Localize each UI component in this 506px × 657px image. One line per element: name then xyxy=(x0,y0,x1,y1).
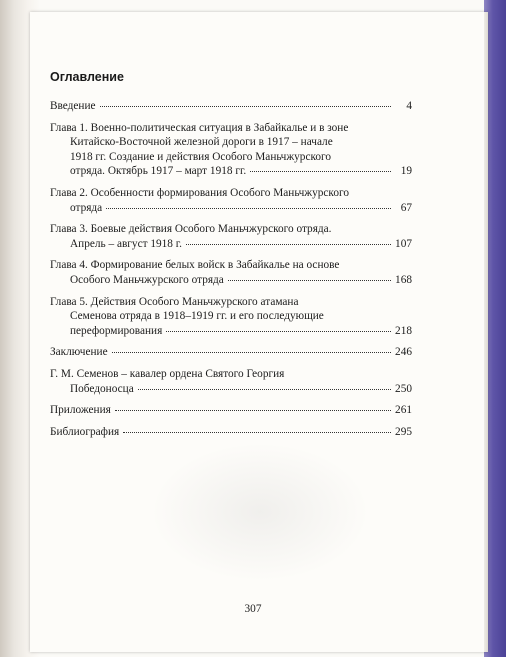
toc-page-number: 261 xyxy=(395,404,412,417)
toc-page-number: 218 xyxy=(395,324,412,337)
toc-entry-text: Введение xyxy=(50,100,96,112)
toc-leader-dots xyxy=(115,409,391,411)
toc-entry-line xyxy=(50,345,412,360)
toc-entry-line xyxy=(50,258,412,273)
toc-entry-line xyxy=(50,382,412,397)
toc-entry-line xyxy=(50,295,412,310)
toc-entry-text: Китайско-Восточной железной дороги в 1917 – начале xyxy=(70,136,333,149)
toc-leader-dots xyxy=(112,351,391,353)
toc-leader-dots xyxy=(123,431,391,433)
toc-entry xyxy=(50,222,412,251)
toc-entry-text: Библиография xyxy=(50,425,120,438)
toc-entry-text: отряда. Октябрь 1917 – март 1918 гг. xyxy=(70,165,247,178)
toc-entry-text: отряда xyxy=(70,201,103,214)
toc-leader-dots xyxy=(186,243,391,245)
toc-entry-text: переформирования xyxy=(70,324,163,337)
toc-leader-dots xyxy=(100,105,391,107)
toc-page-number: 168 xyxy=(395,273,412,286)
toc-leader-dots xyxy=(166,330,391,332)
toc-entry-text: Апрель – август 1918 г. xyxy=(70,237,182,250)
toc-entry-line xyxy=(50,309,412,324)
toc-title: Оглавление xyxy=(50,70,124,84)
toc-page-number: 19 xyxy=(400,165,412,178)
toc-leader-dots xyxy=(138,388,391,390)
toc-entry-text: Особого Маньчжурского отряда xyxy=(70,273,224,286)
toc-entry xyxy=(50,186,412,215)
toc-entry-line xyxy=(50,403,412,418)
toc-page-number: 67 xyxy=(400,201,412,214)
toc-entry-line xyxy=(50,186,412,201)
toc-entry xyxy=(50,258,412,287)
toc-entry-line xyxy=(50,164,412,179)
toc-leader-dots xyxy=(250,170,391,172)
toc-entry xyxy=(50,425,412,440)
toc-page-number: 250 xyxy=(395,382,412,395)
bleed-through-shadow xyxy=(150,442,370,582)
toc-entry-text: Глава 4. Формирование белых войск в Забайкалье на основе xyxy=(50,259,340,272)
toc-entry-line xyxy=(50,237,412,252)
toc-entry-line xyxy=(50,425,412,440)
toc-entry-line xyxy=(50,324,412,339)
toc-entry xyxy=(50,99,412,114)
page-edge xyxy=(484,12,488,652)
toc-entry-line xyxy=(50,121,412,136)
toc-entry-text: Глава 1. Военно-политическая ситуация в Забайкалье и в зоне xyxy=(50,121,349,134)
toc-entry-text: Глава 5. Действия Особого Маньчжурского атамана xyxy=(50,295,299,308)
toc-entry-text: Г. М. Семенов – кавалер ордена Святого Георгия xyxy=(50,367,285,380)
toc-entry xyxy=(50,121,412,179)
toc-entry-line xyxy=(50,367,412,382)
toc-leader-dots xyxy=(106,207,391,209)
toc-entry-line xyxy=(50,135,412,150)
toc-entry xyxy=(50,403,412,418)
toc-entry-text: Глава 3. Боевые действия Особого Маньчжурского отряда. xyxy=(50,223,332,236)
toc-page-number: 295 xyxy=(395,425,412,438)
toc-entry xyxy=(50,295,412,339)
toc-entry-line xyxy=(50,273,412,288)
toc-entry-text: Победоносца xyxy=(70,382,134,395)
toc-entry-text: Глава 2. Особенности формирования Особого Маньчжурского xyxy=(50,186,349,199)
toc-page-number: 246 xyxy=(395,346,412,359)
toc-leader-dots xyxy=(228,279,391,281)
toc-entry xyxy=(50,345,412,360)
toc-entry-text: Семенова отряда в 1918–1919 гг. и его последующие xyxy=(70,310,324,323)
toc-entry-text: Приложения xyxy=(50,404,111,417)
toc-entry-line xyxy=(50,222,412,237)
toc-entry-line xyxy=(50,99,412,114)
toc-entry-text: 1918 гг. Создание и действия Особого Маньчжурского xyxy=(70,150,332,163)
toc-entry-line xyxy=(50,150,412,165)
toc-entry-text: Заключение xyxy=(50,346,108,359)
toc-page-number: 4 xyxy=(406,100,412,112)
page-number: 307 xyxy=(244,603,262,615)
toc-page-number: 107 xyxy=(395,237,412,250)
toc-entry xyxy=(50,367,412,396)
toc-entry-line xyxy=(50,201,412,216)
table-of-contents xyxy=(50,99,412,446)
